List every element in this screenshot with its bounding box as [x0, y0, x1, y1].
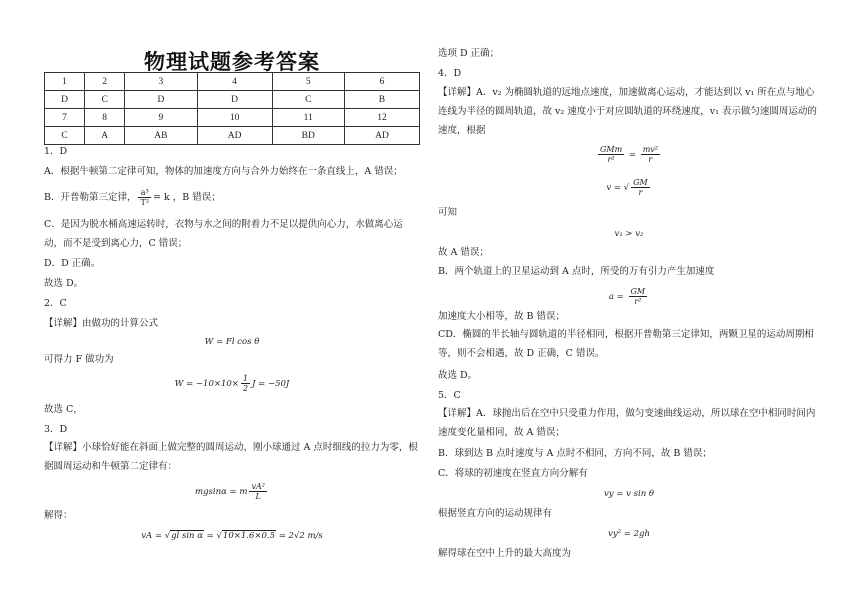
q4-speed-lhs: v =	[606, 183, 624, 193]
speed-fraction	[631, 178, 650, 197]
q3-speed-radicand-2: 10×1.6×0.5	[222, 531, 276, 541]
speed-denominator: r	[638, 188, 643, 197]
q4-heading: 4．D	[438, 68, 462, 79]
q4-option-b: B．两个轨道上的卫星运动到 A 点时，所受的万有引力产生加速度	[438, 266, 715, 277]
q4-accel-lhs: a =	[608, 292, 627, 302]
accel-numerator: GM	[630, 287, 646, 296]
centripetal-fraction	[249, 482, 267, 501]
answer-table-cell: C	[85, 91, 125, 109]
page-title: 物理试题参考答案	[144, 50, 320, 74]
q3-speed-equals: =	[203, 531, 217, 541]
q3-speed-lhs: vA =	[141, 531, 165, 541]
centripetal-denominator: L	[255, 492, 261, 501]
answer-table-cell: 11	[272, 109, 344, 127]
q4-detail: 【详解】A．v₂ 为椭圆轨道的远地点速度，加速做离心运动，才能达到以 v₁ 所在点与地心连线为半径的圆周轨道，故 v₂ 速度小于对应圆轨道的环绕速度，v₁ 表示做匀速圆周运动的速度，根据	[438, 87, 817, 136]
half-numerator: 1	[242, 374, 249, 383]
q5-formula-height: vy² = 2gh	[608, 529, 650, 539]
gravity-fraction	[598, 145, 624, 164]
q2-heading: 2．C	[44, 298, 67, 309]
q4-formula-speed	[438, 178, 820, 197]
kepler-numerator: a³	[138, 188, 151, 198]
answer-table-row	[45, 73, 420, 91]
q5-detail: 【详解】A．球抛出后在空中只受重力作用，做匀变速曲线运动，所以球在空中相同时间内速度变化量相同，故 A 错误；	[438, 408, 816, 438]
answer-table-cell: D	[125, 91, 197, 109]
answer-table-cell: 1	[45, 73, 85, 91]
q3-formula-speed	[44, 530, 420, 542]
gravity-numerator: GMm	[599, 145, 623, 154]
sqrt-icon: √	[216, 531, 222, 541]
answer-table-cell: 9	[125, 109, 197, 127]
q2-formula-result	[44, 374, 420, 393]
centripetal-force-fraction	[641, 145, 660, 164]
q5-option-c: C．将球的初速度在竖直方向分解有	[438, 468, 588, 479]
q5-option-b: B．球到达 B 点时速度与 A 点时不相同，方向不同，故 B 错误；	[438, 448, 712, 459]
answer-table-cell: D	[197, 91, 272, 109]
q1-option-c: C．是因为脱水桶高速运转时，衣物与水之间的附着力不足以提供向心力，水做离心运动，而不是受到离心力，C 错误；	[44, 219, 403, 249]
q2-conclusion: 故选 C，	[44, 404, 83, 415]
q2-formula-result-rhs: J = −50J	[252, 379, 290, 389]
sqrt-icon: √	[623, 183, 630, 193]
accel-denominator: r²	[634, 297, 642, 306]
q4-conclusion: 故选 D。	[438, 370, 478, 381]
kepler-denominator: T²	[140, 198, 150, 207]
answer-table-cell: 2	[85, 73, 125, 91]
q1-heading: 1．D	[44, 146, 68, 157]
q4-formula-compare: v₁ > v₂	[614, 229, 644, 239]
q1-option-b-text: B．开普勒第三定律，	[44, 192, 137, 203]
q3-detail: 【详解】小球恰好能在斜面上做完整的圆周运动，刚小球通过 A 点时细线的拉力为零，根据圆周运动和牛顿第二定律有：	[44, 442, 418, 472]
q5-text: 根据竖直方向的运动规律有	[438, 508, 553, 519]
answer-table-cell: BD	[272, 127, 344, 145]
answer-table-cell: 6	[344, 73, 419, 91]
q1-option-b	[44, 188, 221, 207]
q4-a-conclusion: 故 A 错误；	[438, 247, 489, 258]
answer-table-cell: 7	[45, 109, 85, 127]
q1-conclusion: 故选 D。	[44, 278, 84, 289]
q2-formula-work: W = Fl cos θ	[204, 337, 260, 347]
answer-table-cell: AD	[344, 127, 419, 145]
q3-speed-radicand-1: gl sin α	[171, 531, 203, 541]
answer-table	[44, 72, 420, 145]
q2-formula-result-lhs: W = −10×10×	[174, 379, 239, 389]
answer-table-cell: AB	[125, 127, 197, 145]
answer-table-cell: C	[45, 127, 85, 145]
answer-table-cell: AD	[197, 127, 272, 145]
answer-table-cell: 12	[344, 109, 419, 127]
answer-table-cell: D	[45, 91, 85, 109]
speed-numerator: GM	[633, 178, 648, 187]
q3-conclusion: 选项 D 正确；	[438, 48, 500, 59]
q1-option-a: A．根据牛顿第二定律可知，物体的加速度方向与合外力始终在一条直线上，A 错误；	[44, 166, 403, 177]
centripetal-force-numerator: mv²	[642, 145, 658, 154]
answer-table-cell: 5	[272, 73, 344, 91]
q5-heading: 5．C	[438, 390, 461, 401]
answer-table-cell: A	[85, 127, 125, 145]
q2-detail: 【详解】由做功的计算公式	[44, 318, 159, 329]
centripetal-force-denominator: r	[648, 155, 653, 164]
answer-table-row	[45, 109, 420, 127]
accel-fraction	[629, 287, 648, 306]
gravity-denominator: r²	[607, 155, 615, 164]
q4-know: 可知	[438, 207, 458, 218]
answer-table-cell: 8	[85, 109, 125, 127]
answer-table-cell: 3	[125, 73, 197, 91]
q3-formula-newton	[44, 482, 420, 501]
half-fraction	[241, 374, 250, 393]
q1-option-d: D．D 正确。	[44, 258, 101, 269]
q4-formula-gravity: $\frac{\text{GMm}}{\text{r²}}$ = $\frac{\text{mv²}}{r}$	[599, 145, 658, 164]
q4-formula-accel	[438, 287, 820, 306]
q3-speed-result: = 2√2 m/s	[276, 531, 323, 541]
half-denominator: 2	[242, 384, 249, 393]
q5-conclusion: 解得球在空中上升的最大高度为	[438, 548, 572, 559]
q1-option-b-end: = k ，B 错误；	[153, 192, 221, 203]
sqrt-icon: √	[164, 531, 171, 541]
answer-table-row	[45, 127, 420, 145]
answer-table-cell: 4	[197, 73, 272, 91]
answer-table-cell: B	[344, 91, 419, 109]
answer-table-row	[45, 91, 420, 109]
q5-formula-vy: vy = v sin θ	[603, 489, 654, 499]
centripetal-numerator: vA²	[251, 482, 265, 491]
q2-text: 可得力 F 做功为	[44, 354, 114, 365]
answer-table-cell: C	[272, 91, 344, 109]
q3-heading: 3．D	[44, 424, 68, 435]
answer-table-cell: 10	[197, 109, 272, 127]
q3-formula-newton-lhs: mgsinα = m	[195, 487, 248, 497]
q4-b-conclusion: 加速度大小相等，故 B 错误；	[438, 311, 566, 322]
q3-solve: 解得：	[44, 510, 73, 521]
kepler-fraction	[138, 188, 151, 207]
q4-option-cd: CD．椭圆的半长轴与圆轨道的半径相同，根据开普勒第三定律知，两颗卫星的运动周期相等，则不会相遇，故 D 正确，C 错误。	[438, 329, 814, 359]
